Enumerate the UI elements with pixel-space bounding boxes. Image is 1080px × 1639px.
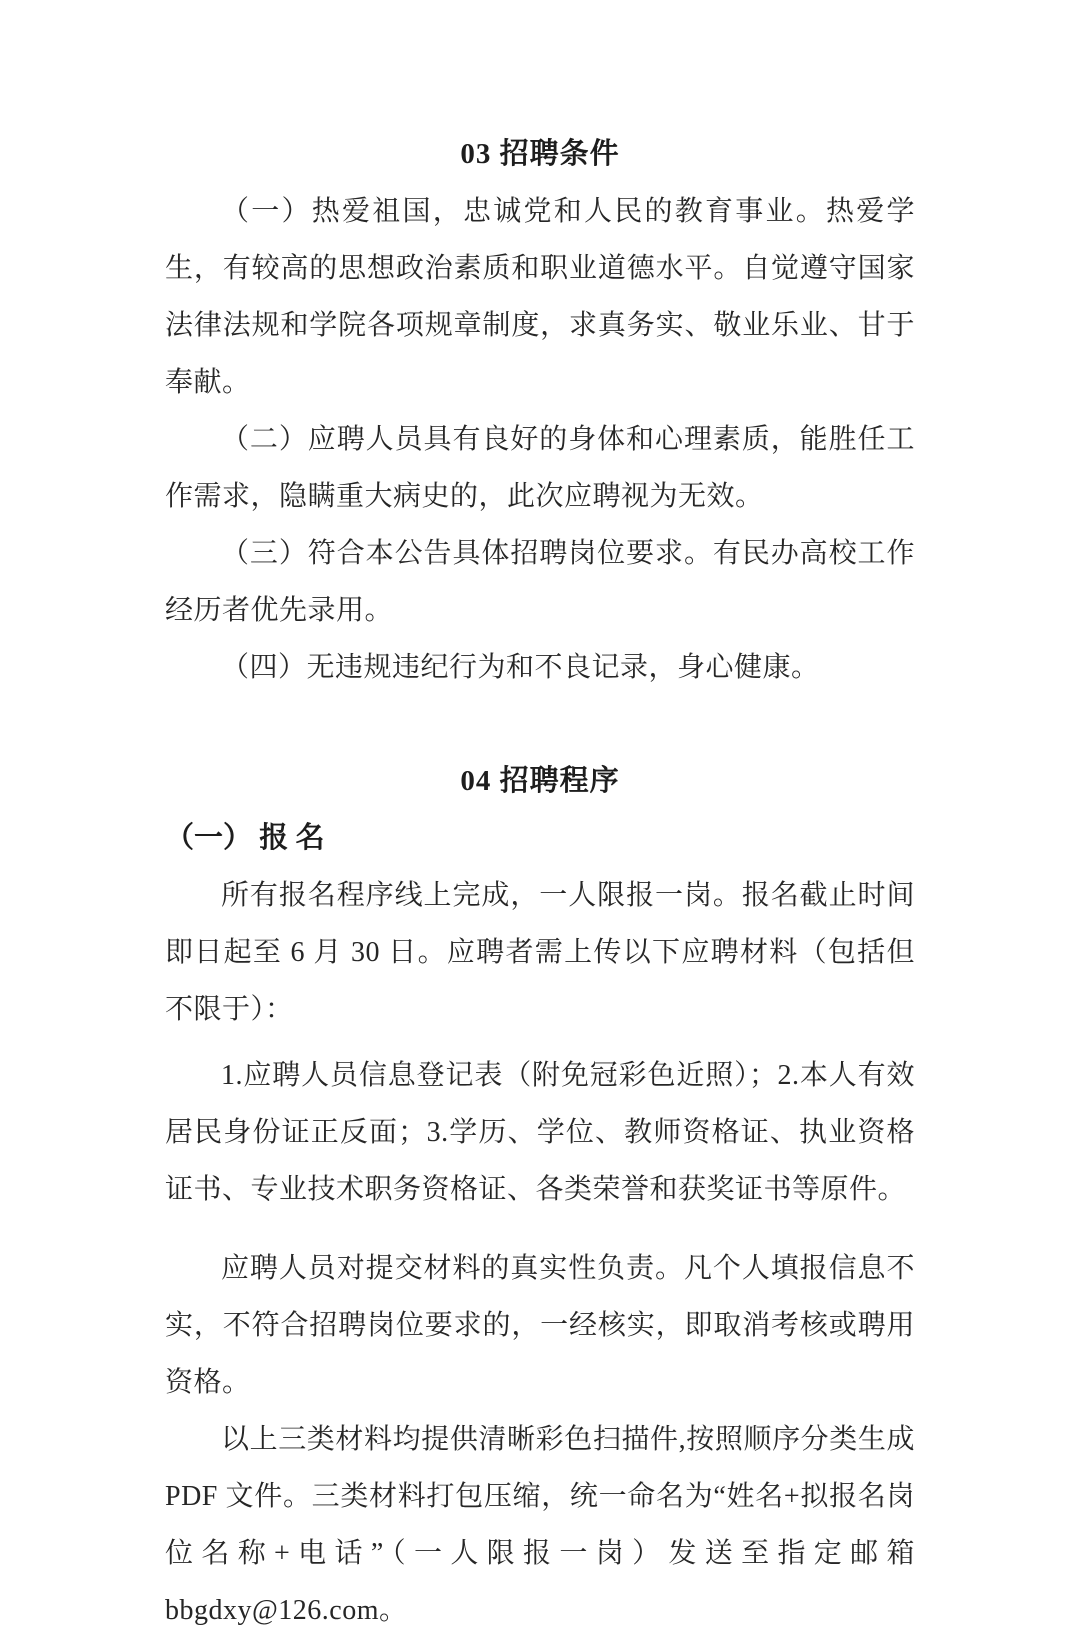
condition-paragraph-2: （二）应聘人员具有良好的身体和心理素质，能胜任工作需求，隐瞒重大病史的，此次应聘视为无效。 [165,424,915,512]
registration-paragraph-authenticity: 应聘人员对提交材料的真实性负责。凡个人填报信息不实，不符合招聘岗位要求的，一经核实，即取消考核或聘用资格。 [165,1253,915,1398]
registration-paragraph-materials: 1.应聘人员信息登记表（附免冠彩色近照）；2.本人有效居民身份证正反面；3.学历、学位、教师资格证、执业资格证书、专业技术职务资格证、各类荣誉和获奖证书等原件。 [165,1060,915,1205]
section-recruitment-conditions [165,126,915,696]
section-heading-04-recruitment-procedure: 04 招聘程序 [460,765,620,797]
condition-paragraph-1: （一）热爱祖国，忠诚党和人民的教育事业。热爱学生，有较高的思想政治素质和职业道德水平。自觉遵守国家法律法规和学院各项规章制度，求真务实、敬业乐业、甘于奉献。 [165,196,915,398]
section-heading-03-recruitment-conditions: 03 招聘条件 [460,138,620,170]
condition-paragraph-4: （四）无违规违纪行为和不良记录，身心健康。 [221,652,820,683]
section-recruitment-procedure [165,753,915,1639]
registration-paragraph-submission-email: 以上三类材料均提供清晰彩色扫描件,按照顺序分类生成 PDF 文件。三类材料打包压缩，统一命名为“姓名+拟报名岗位名称+电话”（一人限报一岗）发送至指定邮箱 bbgdxy@126.com。 [165,1424,915,1626]
subsection-heading-registration: （一） 报 名 [165,822,325,854]
registration-paragraph-deadline: 所有报名程序线上完成，一人限报一岗。报名截止时间即日起至 6 月 30 日。应聘者需上传以下应聘材料（包括但不限于）： [165,880,915,1025]
condition-paragraph-3: （三）符合本公告具体招聘岗位要求。有民办高校工作经历者优先录用。 [165,538,915,626]
